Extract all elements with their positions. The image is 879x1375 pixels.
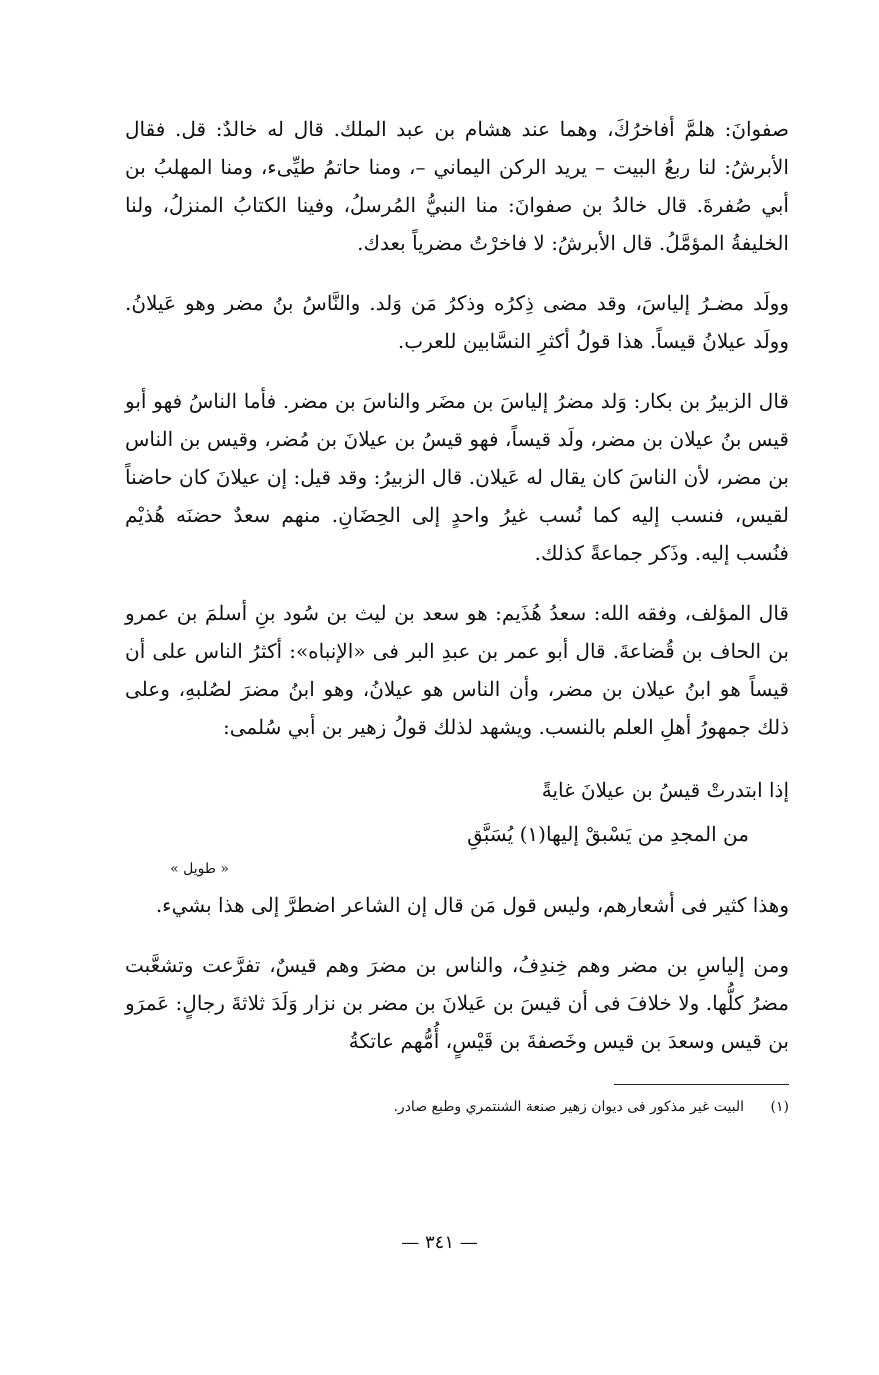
- verse-meter: « طويل »: [170, 861, 229, 877]
- footnote-number: (١): [770, 1099, 789, 1115]
- footnote: [125, 1095, 789, 1119]
- verse-hemistich-1: إذا ابتدرتْ قيسُ بن عيلانَ غايةً: [541, 778, 789, 802]
- footnote-text: البيت غير مذكور فى ديوان زهير صنعة الشنتمري وطبع صادر.: [393, 1099, 745, 1115]
- paragraph-3: قال الزبيرُ بن بكار: وَلد مضرُ إلياسَ بن مضَر والناسَ بن مضر. فأما الناسُ فهو أبو قيس بنُ عيلان بن مضر، ولَد قيساً، فهو قيسُ بن عيلانَ بن مُضر، وقيس بن الناس بن مضر، لأن الناسَ كان يقال له عَيلان. قال الزبيرُ: وقد قيل: إن عيلانَ كان حاضناً لقيس، فنسب إليه كما نُسب غيرُ واحدٍ إلى الحِضَانِ. منهم سعدٌ حضنَه هُذيْم فنُسب إليه. وذَكر جماعةً كذلك.: [125, 389, 789, 565]
- paragraph-5: وهذا كثير فى أشعارهم، وليس قول مَن قال إن الشاعر اضطرَّ إلى هذا بشيء.: [155, 893, 789, 917]
- paragraph-4: قال المؤلف، وفقه الله: سعدُ هُذَيم: هو سعد بن ليث بن سُود بنِ أسلمَ بن عمرو بن الحاف بن قُضاعةَ. قال أبو عمر بن عبدِ البر فى «الإنباه»: أكثرُ الناس على أن قيساً هو ابنُ عيلان بن مضر، وأن الناس هو عيلانُ، وهو ابنُ مضرَ لصُلبهِ، وعلى ذلك جمهورُ أهلِ العلم بالنسب. ويشهد لذلك قولُ زهير بن أبي سُلمى:: [125, 601, 789, 739]
- paragraph-2: وولَد مضـرُ إلياسَ، وقد مضى ذِكرُه وذكرُ مَن وَلد. والنَّاسُ بنُ مضر وهو عَيلانُ. وولَد عيلانُ قيساً. هذا قولُ أكثرِ النسَّابين للعرب.: [125, 291, 789, 353]
- paragraph-6: ومن إلياسِ بن مضر وهم خِندِفُ، والناس بن مضرَ وهم قيسٌ، تفرَّعت وتشعَّبت مضرُ كلُّها. ولا خلافَ فى أن قيسَ بن عَيلانَ بن مضر بن نزار وَلَدَ ثلاثةَ رجالٍ: عَمرَو بن قيس وسعدَ بن قيس وخَصفةَ بن قَيْسٍ، أُمُّهم عاتكةُ: [125, 953, 789, 1053]
- verse-hemistich-2: من المجدِ من يَسْبقْ إليها(١) يُسَبَّقِ: [467, 822, 749, 846]
- page-number: — ٣٤١ —: [401, 1232, 478, 1253]
- poem-verse: [125, 768, 789, 856]
- footnote-divider: [614, 1084, 789, 1085]
- paragraph-1: صفوانَ: هلمَّ أفاخرُكَ، وهما عند هشام بن عبد الملك. قال له خالدٌ: قل. فقال الأبرشُ: لنا ربعُ البيت – يريد الركن اليماني –، ومنا حاتمُ طيِّىء، ومنا المهلبُ بن أبي صُفرةَ. قال خالدُ بن صفوانَ: منا النبيُّ المُرسلُ، وفينا الكتابُ المنزلُ، ولنا الخليفةُ المؤمَّلُ. قال الأبرشُ: لا فاخرْتُ مضرياً بعدك.: [125, 117, 789, 255]
